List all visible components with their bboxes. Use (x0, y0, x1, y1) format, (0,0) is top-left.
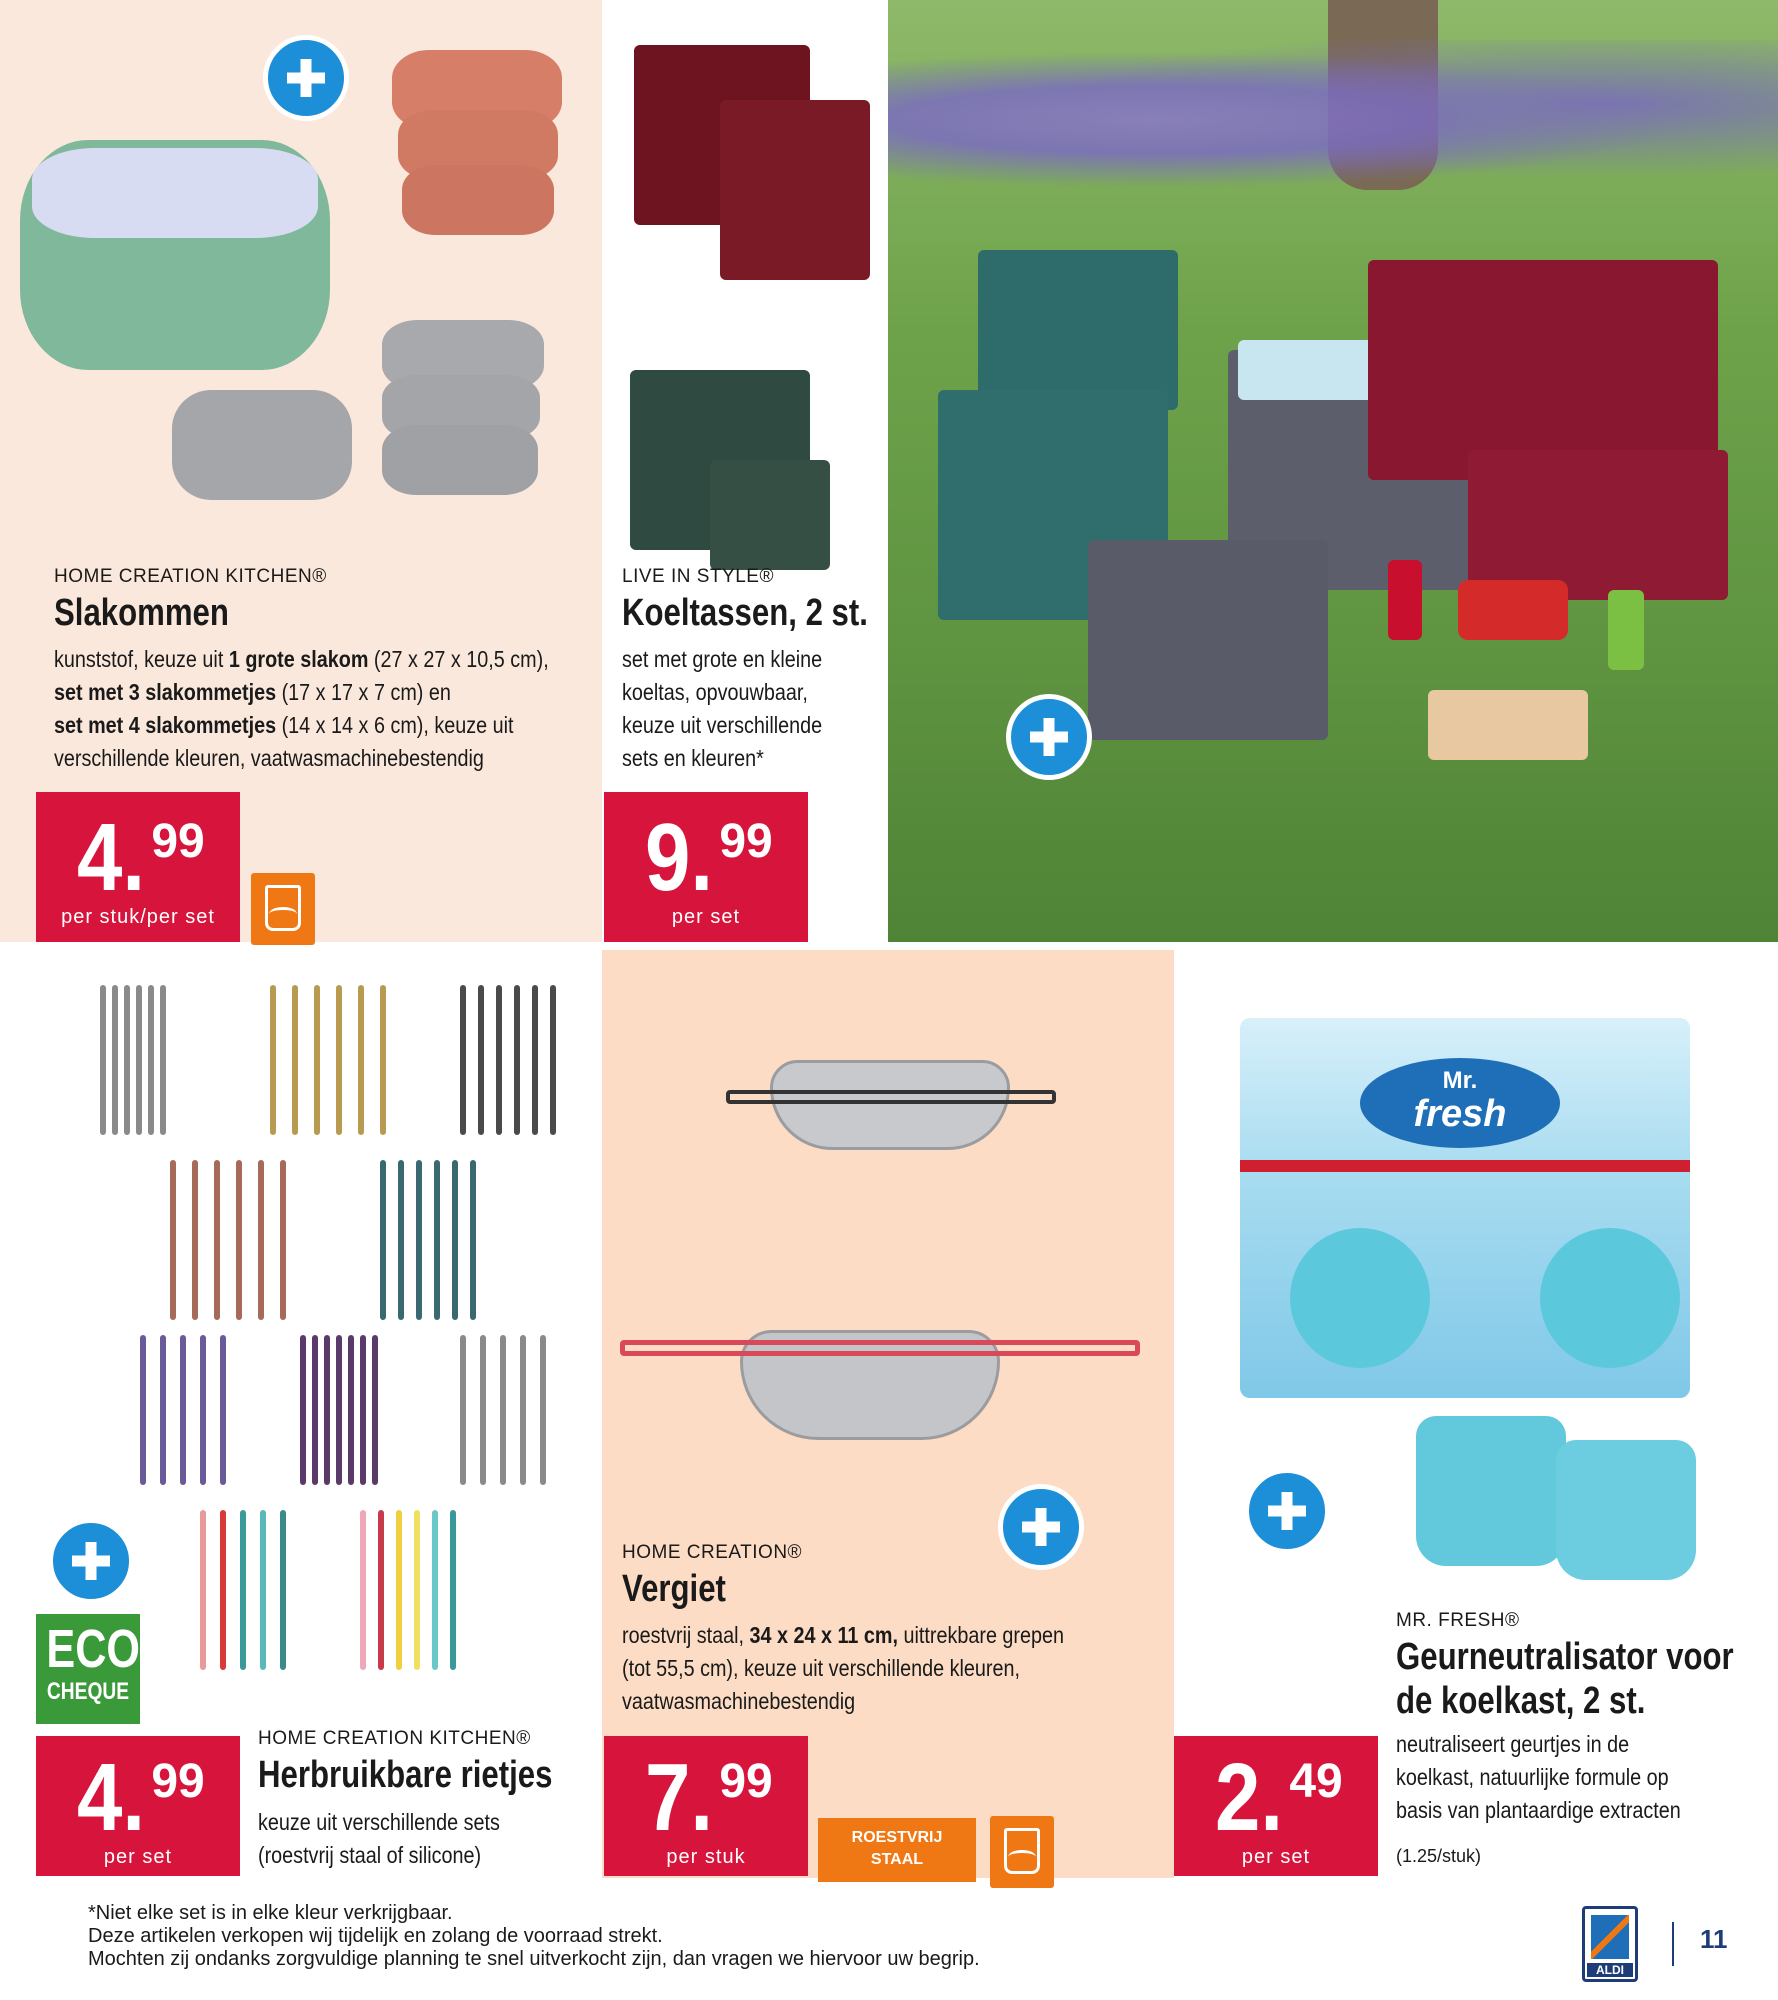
fresh-description: neutraliseert geurtjes in de koelkast, natuurlijke formule op basis van plantaardige extracten (1396, 1731, 1681, 1823)
fresh-price-tag: 2. 49 per set (1174, 1736, 1378, 1876)
straws-description: keuze uit verschillende sets (roestvrij staal of silicone) (258, 1809, 500, 1868)
page-number: 11 (1700, 1924, 1728, 1954)
fresh-plus-icon (1244, 1468, 1330, 1554)
bags-title: Koeltassen, 2 st. (622, 592, 868, 634)
bags-image (620, 40, 880, 570)
colander-description: roestvrij staal, 34 x 24 x 11 cm, uittrekbare grepen (tot 55,5 cm), keuze uit verschillende kleuren, vaatwasmachinebestendig (622, 1622, 1065, 1714)
straws-plus-icon (48, 1518, 134, 1604)
pack-logo-fresh: fresh (1413, 1093, 1507, 1135)
bags-price-unit: per set (671, 906, 741, 928)
straws-price-unit: per set (103, 1846, 173, 1868)
fresh-package-image (1240, 1018, 1690, 1398)
fresh-item-2 (1556, 1440, 1696, 1580)
stainless-steel-badge (818, 1818, 976, 1882)
fresh-item-1 (1416, 1416, 1566, 1566)
dishwasher-safe-icon (251, 873, 315, 945)
dishwasher-safe-icon (990, 1816, 1054, 1888)
straws-price-tag: 4. 99 per set (36, 1736, 240, 1876)
bowls-price-unit: per stuk/per set (61, 906, 215, 928)
bags-description: set met grote en kleine koeltas, opvouwbaar, keuze uit verschillende sets en kleuren* (622, 646, 823, 771)
fresh-title-line-2: de koelkast, 2 st. (1396, 1680, 1646, 1722)
aldi-logo (1582, 1906, 1638, 1982)
fresh-brand: MR. FRESH® (1396, 1610, 1520, 1631)
pack-logo-mr: Mr. (1442, 1067, 1478, 1094)
colander-image (620, 1040, 1160, 1460)
footer-notes: *Niet elke set is in elke kleur verkrijgbaar. Deze artikelen verkopen wij tijdelijk en zolang de voorraad strekt. Mochten zij ondanks zorgvuldige planning te snel uitverkocht zijn, dan vragen we hiervoor uw begrip. (88, 1902, 980, 1970)
bowls-title: Slakommen (54, 592, 229, 634)
colander-price-unit: per stuk (666, 1846, 746, 1868)
colander-brand: HOME CREATION® (622, 1542, 803, 1563)
bags-brand: LIVE IN STYLE® (622, 566, 774, 587)
bowls-price-tag: 4. 99 per stuk/per set (36, 792, 240, 942)
badge-line-2: STAAL (870, 1851, 924, 1868)
straws-title: Herbruikbare rietjes (258, 1754, 553, 1796)
fresh-price-unit: per set (1241, 1846, 1311, 1868)
bowls-plus-icon (263, 35, 349, 121)
bags-plus-icon (1006, 694, 1092, 780)
aldi-logo-text: ALDI (1587, 1963, 1633, 1977)
fresh-title-line-1: Geurneutralisator voor (1396, 1636, 1734, 1678)
badge-line-1: ROESTVRIJ (851, 1829, 943, 1846)
bowls-brand: HOME CREATION KITCHEN® (54, 566, 327, 587)
eco-cheque-badge (36, 1614, 140, 1724)
bowls-description: kunststof, keuze uit 1 grote slakom (27 x 27 x 10,5 cm), set met 3 slakommetjes (17 x 17 x 7 cm) en set met 4 slakommetjes (14 x 14 x 6 cm), keuze uit verschillende kleuren, vaatwasmachinebestendig (54, 646, 549, 771)
colander-price-tag: 7. 99 per stuk (604, 1736, 808, 1876)
page-divider (1672, 1922, 1674, 1966)
eco-label: ECO (46, 1619, 141, 1679)
colander-plus-icon (998, 1484, 1084, 1570)
colander-title: Vergiet (622, 1568, 726, 1610)
straws-image (60, 975, 600, 1685)
bags-price-tag: 9. 99 per set (604, 792, 808, 942)
cheque-label: CHEQUE (46, 1678, 130, 1705)
fresh-unit-price: (1.25/stuk) (1396, 1846, 1482, 1866)
straws-brand: HOME CREATION KITCHEN® (258, 1728, 531, 1749)
picnic-photo (888, 0, 1778, 942)
